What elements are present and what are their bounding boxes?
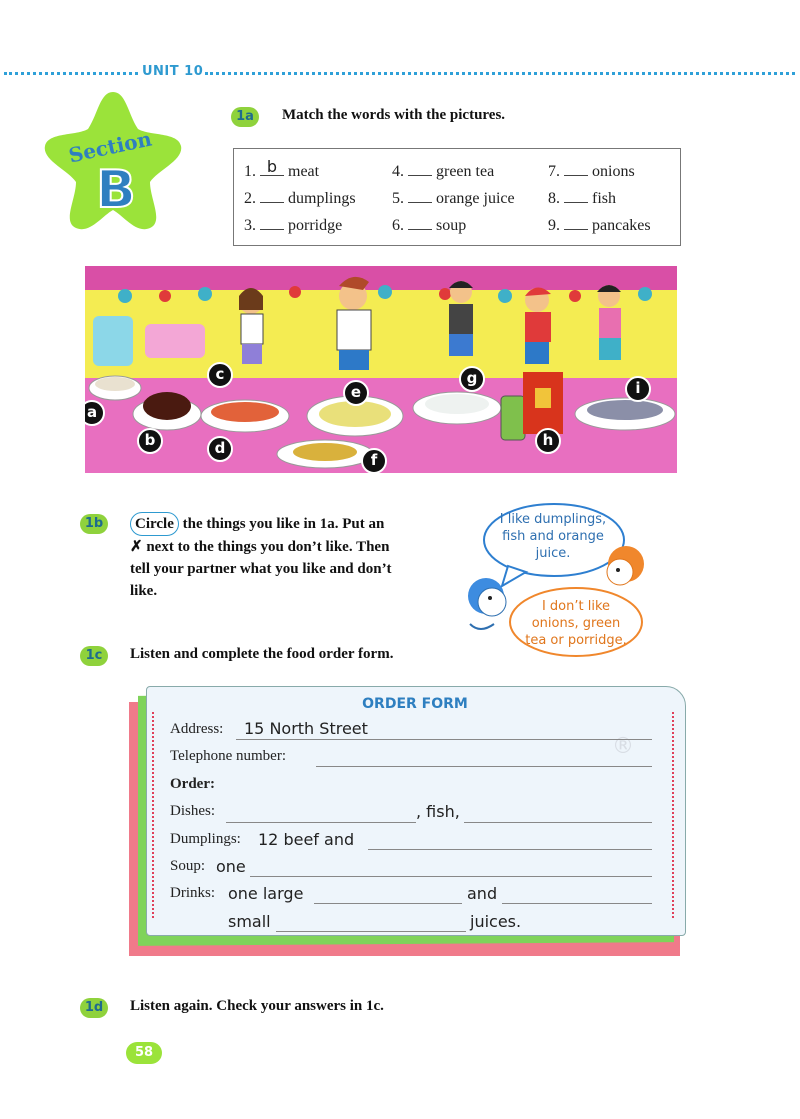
match-item: 5. orange juice bbox=[392, 190, 515, 207]
match-item: 1. b meat bbox=[244, 157, 320, 180]
dumplings-value: 12 beef and bbox=[258, 830, 355, 849]
drinks-line-2[interactable] bbox=[502, 903, 652, 904]
circle-word: Circle bbox=[130, 512, 179, 536]
picture-label: e bbox=[343, 380, 369, 406]
address-value: 15 North Street bbox=[244, 719, 368, 738]
soup-label: Soup: bbox=[170, 858, 206, 874]
instruction-1a: Match the words with the pictures. bbox=[282, 107, 506, 123]
match-blank[interactable] bbox=[408, 215, 432, 230]
match-blank[interactable] bbox=[408, 161, 432, 176]
form-border-left bbox=[152, 712, 154, 918]
match-item: 9. pancakes bbox=[548, 217, 651, 234]
page-number: 58 bbox=[126, 1042, 162, 1064]
food-party-illustration bbox=[85, 266, 677, 473]
bubble-boy-line: fish and orange bbox=[502, 529, 604, 544]
section-star-icon bbox=[38, 84, 188, 234]
bubble-boy-line: juice. bbox=[535, 546, 571, 561]
drinks-small: small bbox=[228, 912, 271, 931]
soup-value: one bbox=[216, 857, 246, 876]
badge-1b: 1b bbox=[80, 514, 108, 534]
match-box bbox=[233, 148, 681, 246]
unit-title: UNIT 10 bbox=[142, 64, 204, 79]
instruction-1b bbox=[130, 512, 460, 602]
instruction-1b-line1: the things you like in 1a. Put an bbox=[182, 516, 385, 532]
bubble-girl-line: I don’t like bbox=[541, 599, 611, 614]
drinks-line-3[interactable] bbox=[276, 931, 466, 932]
picture-label: f bbox=[361, 448, 387, 473]
match-blank[interactable] bbox=[260, 215, 284, 230]
dumplings-line[interactable] bbox=[368, 849, 652, 850]
instruction-1d: Listen again. Check your answers in 1c. bbox=[130, 998, 384, 1014]
match-item: 2. dumplings bbox=[244, 190, 356, 207]
picture-label: c bbox=[207, 362, 233, 388]
phone-line[interactable] bbox=[316, 766, 652, 767]
match-blank[interactable] bbox=[260, 188, 284, 203]
form-border-right bbox=[672, 712, 674, 918]
match-blank[interactable] bbox=[564, 161, 588, 176]
instruction-1c: Listen and complete the food order form. bbox=[130, 646, 394, 662]
instruction-1b-line4: like. bbox=[130, 583, 158, 599]
badge-1d: 1d bbox=[80, 998, 108, 1018]
header-dots-right bbox=[205, 72, 795, 75]
drinks-and: and bbox=[467, 884, 498, 903]
match-answer[interactable]: b bbox=[266, 157, 278, 176]
drinks-line-1[interactable] bbox=[314, 903, 462, 904]
bubble-boy-line: I like dumplings, bbox=[499, 512, 607, 527]
match-item: 7. onions bbox=[548, 163, 635, 180]
dishes-line-1[interactable] bbox=[226, 822, 416, 823]
picture-label: h bbox=[535, 428, 561, 454]
match-item: 3. porridge bbox=[244, 217, 343, 234]
match-item: 6. soup bbox=[392, 217, 467, 234]
header-dots-left bbox=[4, 72, 138, 75]
registered-mark: ® bbox=[612, 734, 634, 759]
phone-label: Telephone number: bbox=[170, 748, 286, 764]
section-word: Section bbox=[66, 126, 154, 168]
address-label: Address: bbox=[170, 721, 224, 737]
match-item: 4. green tea bbox=[392, 163, 495, 180]
party-scene-icon bbox=[85, 266, 677, 473]
drinks-label: Drinks: bbox=[170, 885, 215, 901]
match-blank[interactable] bbox=[564, 215, 588, 230]
match-item: 8. fish bbox=[548, 190, 616, 207]
badge-1a: 1a bbox=[231, 107, 259, 127]
picture-label: a bbox=[85, 400, 105, 426]
instruction-1b-line3: tell your partner what you like and don’t bbox=[130, 561, 392, 577]
match-blank[interactable] bbox=[408, 188, 432, 203]
drinks-value: one large bbox=[228, 884, 304, 903]
bubble-boy bbox=[488, 511, 618, 562]
dumplings-label: Dumplings: bbox=[170, 831, 241, 847]
dishes-line-2[interactable] bbox=[464, 822, 652, 823]
badge-1c: 1c bbox=[80, 646, 108, 666]
order-label: Order: bbox=[170, 776, 215, 792]
match-blank[interactable] bbox=[564, 188, 588, 203]
section-letter: B bbox=[96, 160, 136, 220]
bubble-girl-line: tea or porridge. bbox=[525, 633, 627, 648]
address-line[interactable] bbox=[236, 739, 652, 740]
picture-label: b bbox=[137, 428, 163, 454]
picture-label: i bbox=[625, 376, 651, 402]
picture-label: g bbox=[459, 366, 485, 392]
instruction-1b-line2: ✗ next to the things you don’t like. Then bbox=[130, 539, 390, 555]
drinks-juices: juices. bbox=[470, 912, 522, 931]
form-title: ORDER FORM bbox=[362, 696, 468, 712]
soup-line[interactable] bbox=[250, 876, 652, 877]
bubble-girl-line: onions, green bbox=[531, 616, 621, 631]
dishes-label: Dishes: bbox=[170, 803, 215, 819]
picture-label: d bbox=[207, 436, 233, 462]
bubble-girl bbox=[516, 598, 636, 649]
dishes-fish: , fish, bbox=[416, 802, 460, 821]
